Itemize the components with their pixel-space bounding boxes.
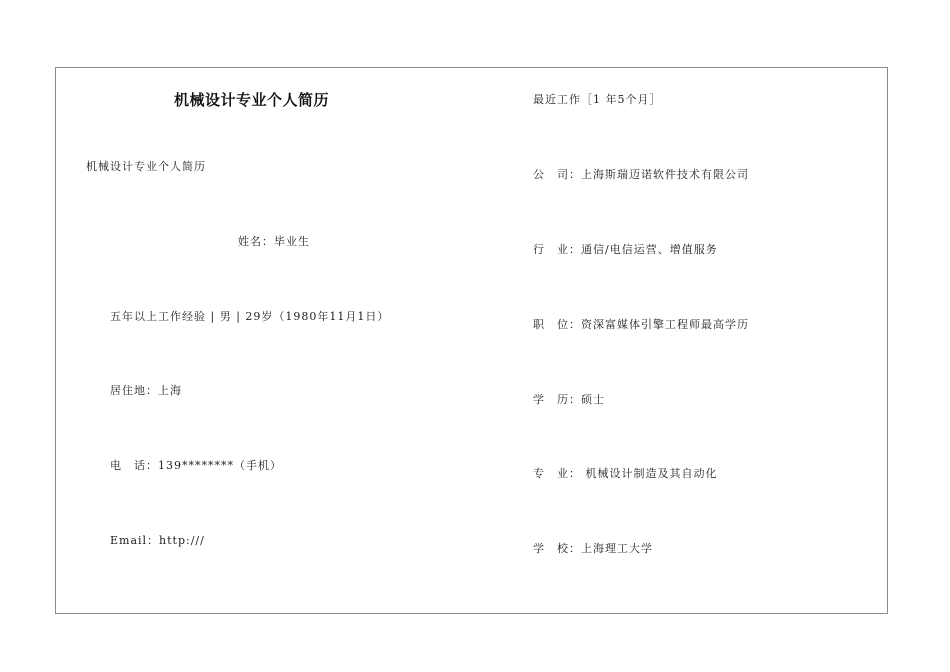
major-line: 专 业： 机械设计制造及其自动化 (533, 467, 718, 480)
name-line: 姓名：毕业生 (238, 235, 310, 248)
residence-line: 居住地：上海 (110, 384, 182, 397)
position-line: 职 位：资深富媒体引擎工程师最高学历 (533, 318, 749, 331)
industry-line: 行 业：通信/电信运营、增值服务 (533, 243, 718, 256)
email-line: Email：http:/// (110, 534, 205, 547)
document-subtitle: 机械设计专业个人简历 (86, 160, 206, 173)
company-line: 公 司：上海斯瑞迈诺软件技术有限公司 (533, 168, 749, 181)
document-title: 机械设计专业个人简历 (174, 91, 330, 109)
summary-line: 五年以上工作经验 | 男 | 29岁（1980年11月1日） (110, 310, 390, 323)
degree-line: 学 历：硕士 (533, 393, 605, 406)
school-line: 学 校：上海理工大学 (533, 542, 653, 555)
recent-job-line: 最近工作［1 年5个月］ (533, 93, 662, 106)
phone-line: 电 话：139********（手机） (110, 459, 282, 472)
page-frame (55, 67, 888, 614)
